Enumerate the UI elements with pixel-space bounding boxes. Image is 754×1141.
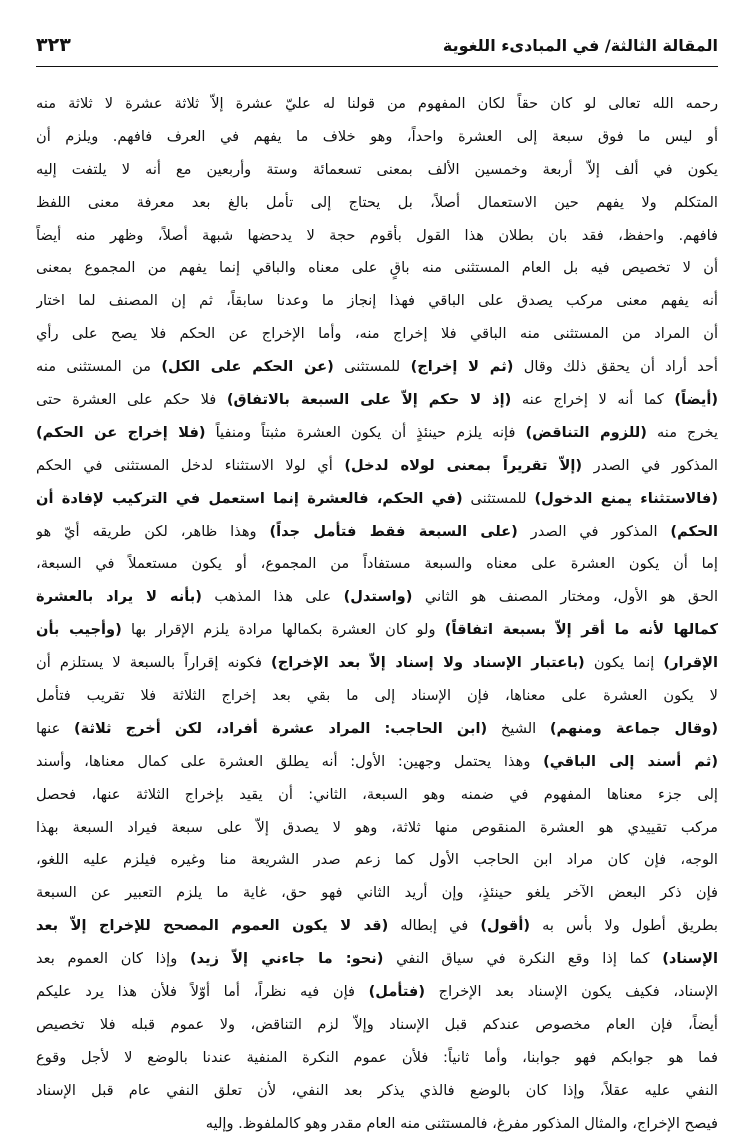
text-line (36, 943, 718, 976)
bold-text-run: (على السبعة فقط فتأمل جداً) (269, 522, 518, 540)
text-line (36, 976, 718, 1009)
text-line (36, 516, 718, 549)
bold-text-run: (إذ لا حكم إلاّ على السبعة بالاتفاق) (226, 391, 512, 409)
text-run: مركب تقييدي هو العشرة المنقوص منها ثلاثة، وهو لا يصدق إلاّ على سبعة فيراد السبعة بهذا (36, 818, 718, 836)
text-line (36, 285, 718, 318)
bold-text-run: (فالاستثناء يمنع الدخول) (534, 489, 718, 507)
bold-text-run: كمالها لأنه ما أقر إلاّ بسبعة اتفاقاً) (444, 621, 718, 639)
text-run: رحمه الله تعالى لو كان حقاً لكان المفهوم من قولنا له عليّ عشرة إلاّ ثلاثة عشرة لا ثلاثة منه (36, 95, 718, 112)
text-line (36, 1009, 718, 1042)
text-run: يكون في ألف إلاّ أربعة وخمسين الألف بمعنى تسعمائة وستة وأربعين مع أنه لا يلتفت إليه (36, 160, 718, 178)
text-run: فيصح الإخراج، والمثال المذكور مفرغ، فالمستثنى منه العام مقدر وهو كالملفوظ. وإليه (205, 1114, 718, 1132)
text-line (36, 877, 718, 910)
bold-text-run: (فتأمل) (368, 983, 426, 1001)
text-run: أحد أراد أن يحقق ذلك وقال (513, 358, 718, 376)
chapter-title: المقالة الثالثة/ في المبادىء اللغوية (442, 36, 718, 55)
text-run: أي لولا الاستثناء لدخل المستثنى في الحكم (36, 456, 345, 474)
text-run: من المستثنى منه (36, 358, 162, 376)
bold-text-run: الإسناد) (662, 950, 718, 968)
text-line (36, 647, 718, 680)
text-line (36, 713, 718, 746)
text-line (36, 384, 718, 417)
text-line (36, 910, 718, 943)
text-run: النفي عليه عقلاً، وإذا كان بالوضع فالذي يذكر بعد النفي، لأن تعلق النفي عام قبل الإسناد (36, 1081, 718, 1099)
text-line (36, 154, 718, 187)
text-line (36, 1108, 718, 1141)
bold-text-run: (فلا إخراج عن الحكم) (36, 423, 206, 441)
bold-text-run: (وقال جماعة ومنهم) (549, 719, 718, 737)
bold-text-run: (عن الحكم على الكل) (161, 358, 334, 376)
page-number: ٣٢٣ (36, 34, 71, 56)
bold-text-run: (أقول) (480, 917, 531, 935)
text-line (36, 417, 718, 450)
bold-text-run: الإقرار) (663, 654, 718, 672)
text-run: فإنه يلزم حينئذٍ أن يكون العشرة مثبتاً ومنفياً (205, 423, 526, 441)
text-line (36, 220, 718, 253)
text-run: للمستثنى (333, 358, 411, 376)
bold-text-run: (للزوم التناقض) (525, 423, 647, 441)
text-run: وهذا يحتمل وجهين: الأول: أنه يطلق العشرة على كمال معناها، وأسند (36, 752, 544, 770)
text-run: ولو كان العشرة بكمالها مرادة يلزم الإقرار بها (121, 621, 445, 639)
text-line (36, 88, 718, 121)
text-line (36, 318, 718, 351)
page-body (36, 88, 718, 1141)
bold-text-run: (ثم لا إخراج) (410, 358, 514, 376)
text-run: المتكلم ولا يفهم حين الاستعمال أصلاً، بل يحتاج إلى تأمل بالغ بعد معرفة معنى اللفظ (36, 193, 718, 211)
text-run: الوجه، فإن كان مراد ابن الحاجب الأول كما زعم صدر الشريعة منا وغيره فيلزم عليه اللغو، (36, 851, 718, 869)
text-line (36, 844, 718, 877)
text-run: للمستثنى (462, 489, 535, 507)
text-run: المذكور في الصدر (582, 456, 718, 474)
text-line (36, 450, 718, 483)
bold-text-run: (وأجيب بأن (36, 621, 122, 639)
text-line (36, 680, 718, 713)
text-run: فافهم. واحفظ، فقد بان بطلان هذا القول بأقوم حجة لا يدحضها شبهة أصلاً، وظهر منه أيضاً (36, 226, 718, 244)
text-run: يخرج منه (646, 423, 718, 441)
text-run: الحق هو الأول، ومختار المصنف هو الثاني (412, 588, 718, 606)
text-run: وهذا ظاهر، لكن طريقه أيّ هو (36, 522, 270, 540)
text-run: إما أن يكون العشرة على معناه والسبعة مستفاداً من المجموع، أو يكون مستعملاً في السبعة، (36, 555, 718, 573)
text-line (36, 779, 718, 812)
text-line (36, 614, 718, 647)
bold-text-run: (إلاّ تقريراً بمعنى لولاه لدخل) (344, 456, 583, 474)
text-line (36, 548, 718, 581)
text-run: إنما يكون (584, 654, 664, 672)
text-line (36, 746, 718, 779)
text-run: إلى جزء معناها المفهوم في ضمنه وهو السبعة، الثاني: أن يقيد بإخراج الثلاثة عنها، فحصل (36, 785, 718, 803)
header-rule (36, 66, 718, 67)
bold-text-run: (ابن الحاجب: المراد عشرة أفراد، لكن أخرج ثلاثة) (73, 719, 488, 737)
text-line (36, 1042, 718, 1075)
text-run: كما إذا وقع النكرة في سياق النفي (383, 950, 663, 968)
text-run: فلا حكم على العشرة حتى (36, 391, 227, 409)
bold-text-run: (واستدل) (343, 588, 413, 606)
text-run: أيضاً، فإن العام مخصوص عندكم قبل الإسناد وإلاّ لزم التناقض، ولا عموم قبله فلا تخصيص (36, 1015, 718, 1033)
text-run: أن لا تخصيص فيه بل العام المستثنى منه باقٍ على معناه والباقي إنما يفهم من المجموع بمعنى (36, 259, 718, 277)
text-run: على هذا المذهب (201, 588, 344, 606)
text-run: بطريق أطول ولا بأس به (530, 917, 718, 935)
text-line (36, 483, 718, 516)
text-run: عنها (36, 719, 74, 737)
bold-text-run: الحكم) (670, 522, 718, 540)
text-line (36, 187, 718, 220)
text-run: الشيخ (487, 719, 550, 737)
text-line (36, 581, 718, 614)
bold-text-run: (ثم أسند إلى الباقي) (543, 752, 718, 770)
text-run: أن المراد من المستثنى منه الباقي فلا إخراج منه، وأما الإخراج عن الحكم فلا يصح على رأي (36, 325, 718, 343)
text-run: فكونه إقراراً بالسبعة لا يستلزم أن (36, 654, 272, 672)
bold-text-run: (أيضاً) (674, 391, 718, 409)
text-line (36, 351, 718, 384)
text-run: المذكور في الصدر (517, 522, 671, 540)
text-run: أنه يفهم معنى مركب يصدق على الباقي فهذا إنجاز ما وعدنا سابقاً، ثم إن المصنف لما اختار (36, 292, 718, 310)
text-run: الإسناد، فكيف يكون الإسناد بعد الإخراج (425, 983, 718, 1001)
text-run: في إبطاله (388, 917, 481, 935)
text-line (36, 1075, 718, 1108)
bold-text-run: (بأنه لا يراد بالعشرة (36, 588, 202, 606)
text-run: وإذا كان العموم بعد (36, 950, 191, 968)
text-run: فإن ذكر البعض الآخر يلغو حينئذٍ، وإن أريد الثاني فهو حق، غاية ما يلزم التعبير عن السبعة (36, 884, 718, 902)
text-run: لا يكون العشرة على معناها، فإن الإسناد إلى ما بقي بعد إخراج الثلاثة فلا تقريب فتأمل (36, 687, 718, 705)
bold-text-run: (في الحكم، فالعشرة إنما استعمل في التركيب لإفادة أن (36, 489, 463, 507)
running-header (36, 34, 718, 64)
text-run: فإن فيه نظراً، أما أوّلاً فلأن هذا يرد عليكم (36, 983, 369, 1001)
text-run: فما هو جوابكم فهو جوابنا، وأما ثانياً: فلأن عموم النكرة المنفية عندنا بالوضع لا لأجل وقوع (36, 1048, 718, 1066)
bold-text-run: (باعتبار الإسناد ولا إسناد إلاّ بعد الإخراج) (271, 654, 585, 672)
text-line (36, 121, 718, 154)
bold-text-run: (قد لا يكون العموم المصحح للإخراج إلاّ بعد (36, 917, 389, 935)
bold-text-run: (نحو: ما جاءني إلاّ زيد) (190, 950, 384, 968)
text-run: كما أنه لا إخراج عنه (511, 391, 675, 409)
text-line (36, 812, 718, 845)
text-run: أو ليس ما فوق سبعة إلى العشرة واحداً، وهو خلاف ما يفهم في العرف فافهم. ويلزم أن (36, 127, 718, 145)
text-line (36, 252, 718, 285)
